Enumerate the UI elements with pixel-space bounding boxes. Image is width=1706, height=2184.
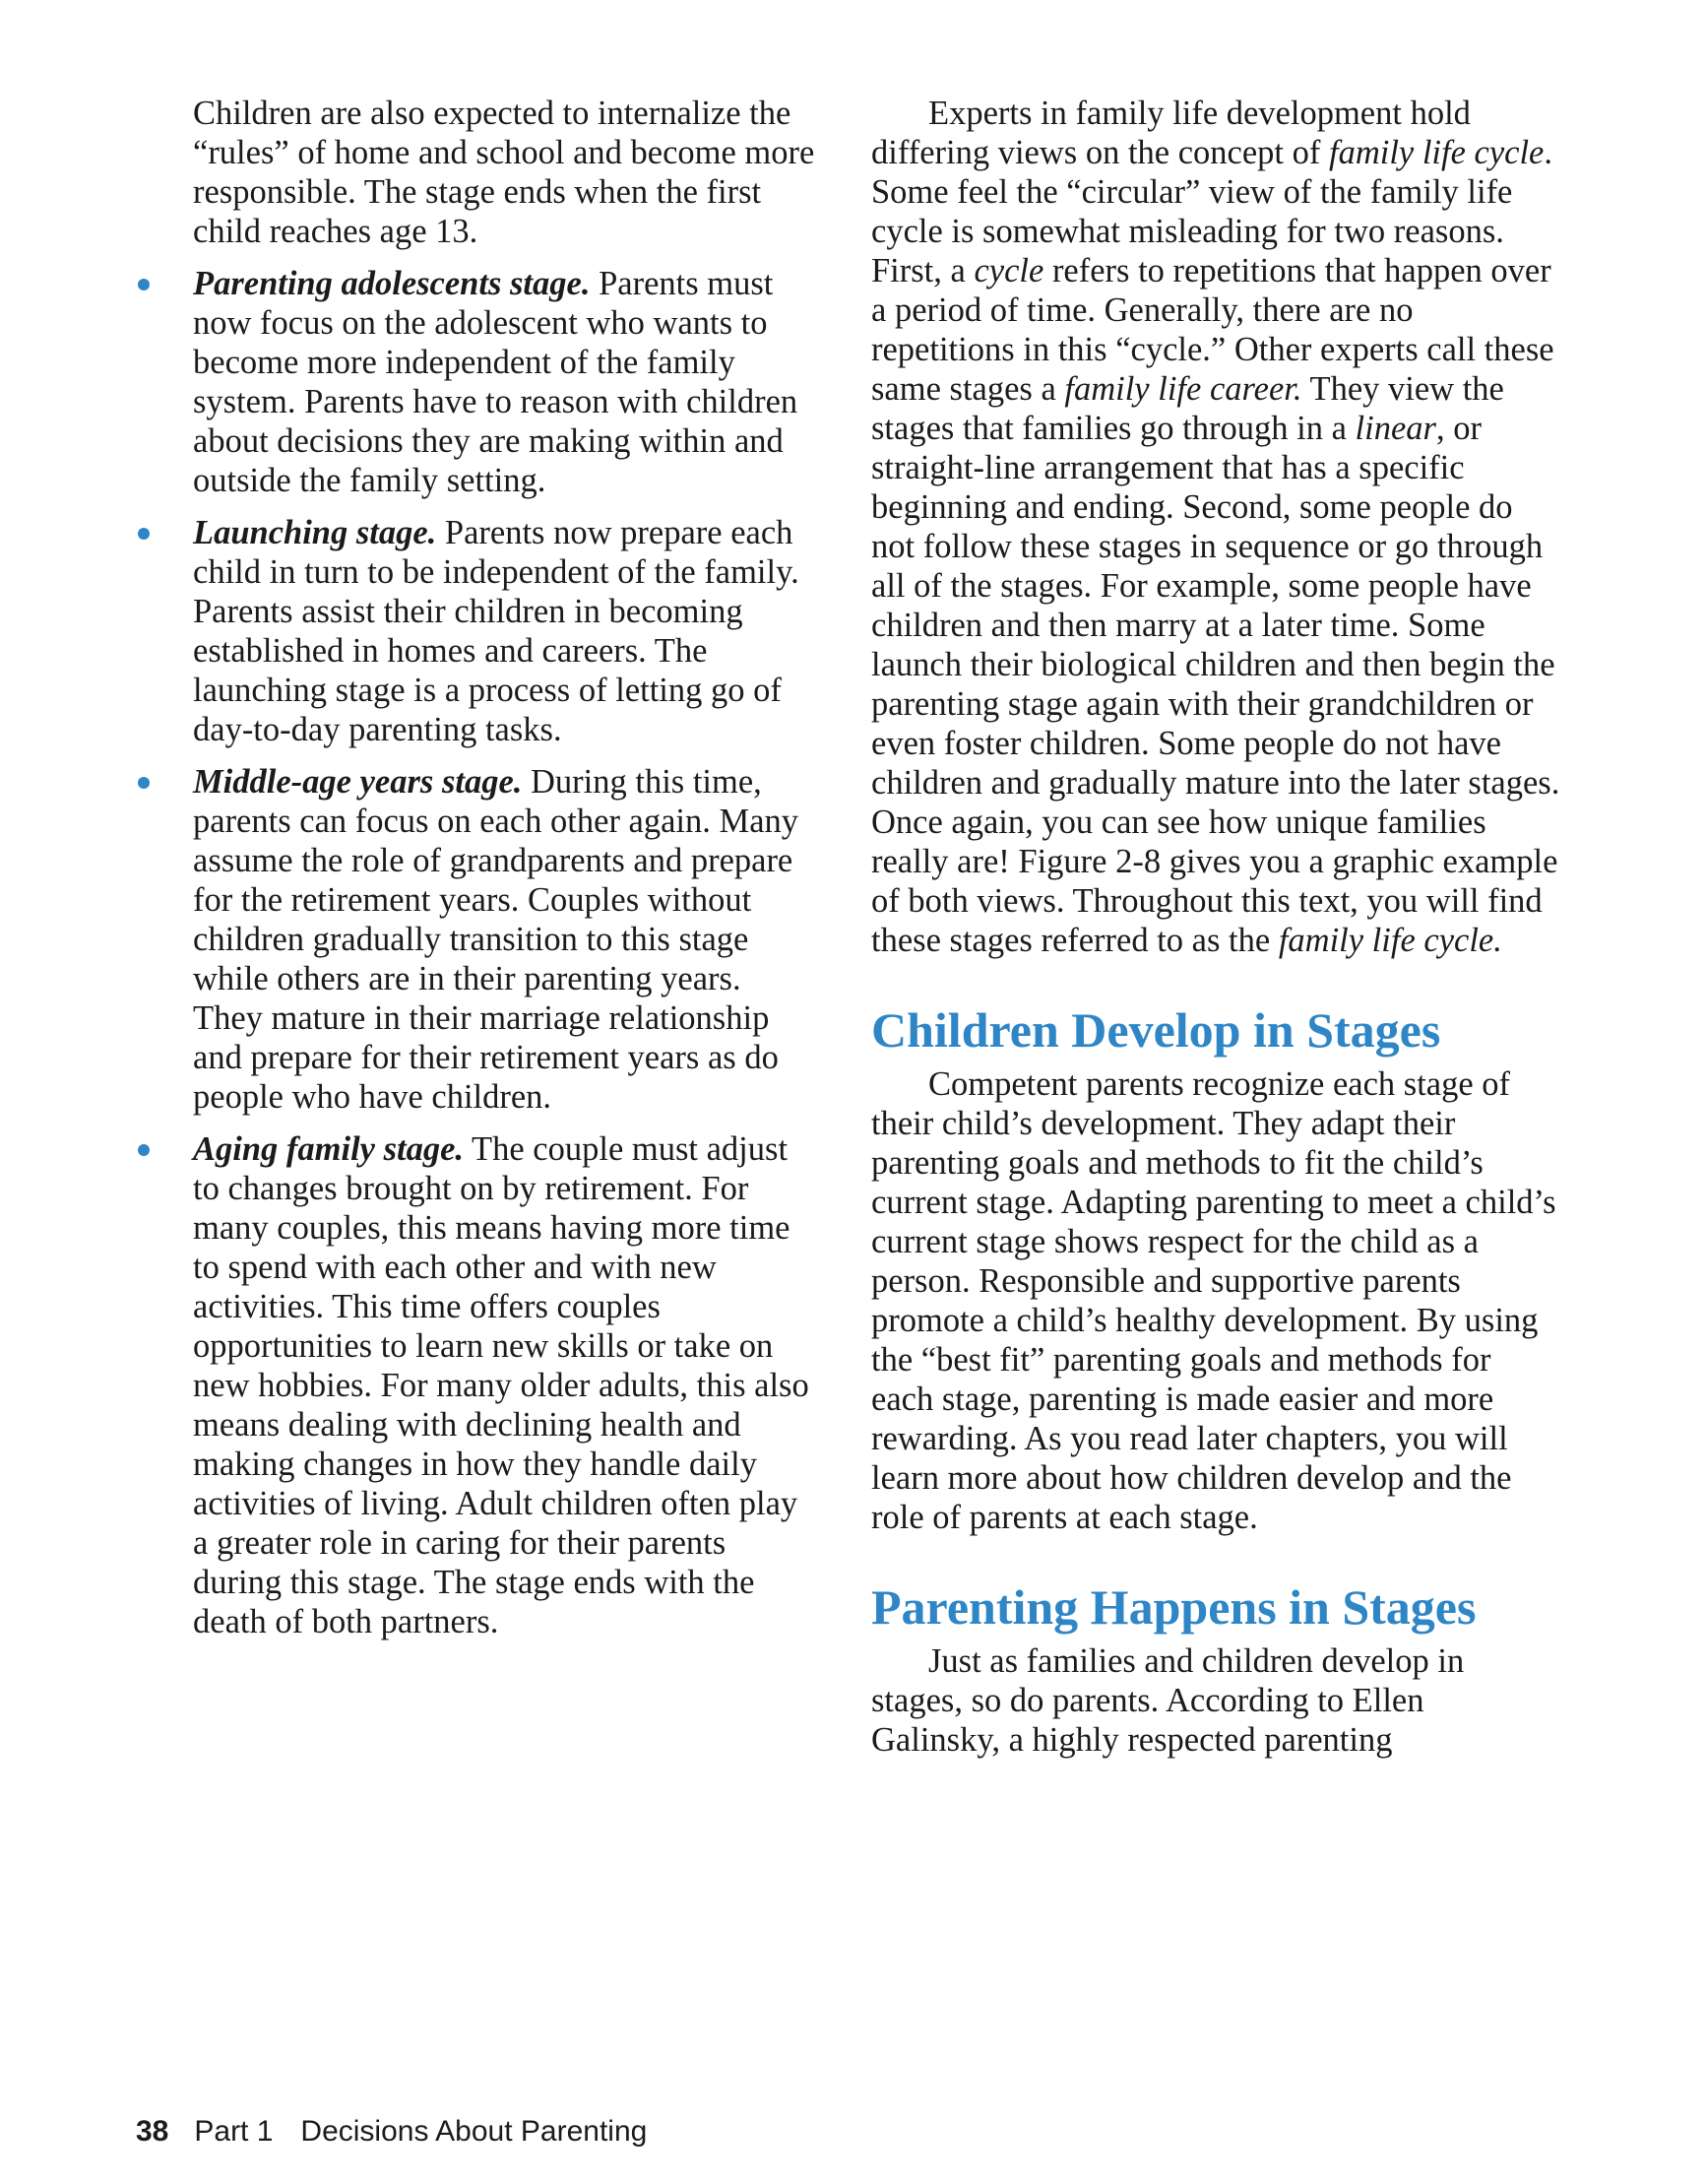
stage-term: Middle-age years stage. [193, 763, 523, 801]
stage-description: Parents now prepare each child in turn to be independent of the family. Parents assist their children in becoming established in homes and careers. The launching stage is a process of letting go of day-to-day parenting tasks. [193, 514, 799, 748]
italic-term: linear [1355, 410, 1436, 447]
children-stages-paragraph: Competent parents recognize each stage of their child’s development. They adapt their parenting goals and methods to fit the child’s current stage. Adapting parenting to meet a child’s current stage shows respect for the child as a person. Responsible and supportive parents promote a child’s healthy development. By using the “best fit” parenting goals and methods for each stage, parenting is made easier and more rewarding. As you read later chapters, you will learn more about how children develop and the role of parents at each stage. [871, 1065, 1556, 1536]
paragraph-text: They view the stages that families go through in a [871, 370, 1504, 447]
bullet-icon [138, 777, 150, 789]
part-title: Decisions About Parenting [300, 2115, 648, 2148]
stage-term: Parenting adolescents stage. [193, 265, 591, 302]
stage-description: The couple must adjust to changes brought on by retirement. For many couples, this means having more time to spend with each other and with new activities. This time offers couples opportunities to learn new skills or take on new hobbies. For many older adults, this also means dealing with declining health and making changes in how they handle daily activities of living. Adult children often play a greater role in caring for their parents during this stage. The stage ends with the death of both partners. [193, 1130, 809, 1640]
stage-description: Parents must now focus on the adolescent who wants to become more independent of the family system. Parents have to reason with children about decisions they are making within and outside the family setting. [193, 265, 798, 499]
page-footer [136, 2115, 647, 2149]
bullet-icon [138, 1144, 150, 1156]
page-number: 38 [136, 2115, 169, 2148]
italic-term: family life career. [1064, 370, 1302, 408]
family-life-cycle-paragraph [871, 94, 1560, 960]
left-column [138, 94, 817, 1654]
section-heading-children: Children Develop in Stages [871, 1002, 1441, 1058]
bullet-icon [138, 279, 150, 290]
stage-list [138, 264, 817, 1641]
parenting-stages-paragraph: Just as families and children develop in stages, so do parents. According to Ellen Galinsky, a highly respected parenting [871, 1642, 1465, 1759]
list-item [138, 264, 817, 500]
stage-term: Launching stage. [193, 514, 437, 551]
paragraph-text: refers to repetitions that happen over a period of time. Generally, there are no repetitions in this “cycle.” Other experts call these same stages a [871, 252, 1554, 408]
italic-term: family life cycle. [1278, 922, 1502, 959]
bullet-icon [138, 528, 150, 540]
stage-term: Aging family stage. [193, 1130, 465, 1168]
stage-description: During this time, parents can focus on each other again. Many assume the role of grandparents and prepare for the retirement years. Couples without children gradually transition to this stage while others are in their parenting years. They mature in their marriage relationship and prepare for their retirement years as do people who have children. [193, 763, 799, 1116]
list-item [138, 1129, 817, 1641]
continued-paragraph: Children are also expected to internalize the “rules” of home and school and become more responsible. The stage ends when the first child reaches age 13. [193, 95, 815, 250]
part-label: Part 1 [194, 2115, 274, 2148]
section-heading-parenting: Parenting Happens in Stages [871, 1579, 1477, 1635]
italic-term: cycle [974, 252, 1044, 289]
italic-term: family life cycle [1328, 134, 1545, 171]
right-column [871, 94, 1560, 1760]
paragraph-text: , or straight-line arrangement that has a specific beginning and ending. Second, some people do not follow these stages in sequence or go through all of the stages. For example, some people have children and then marry at a later time. Some launch their biological children and then begin the parenting stage again with their grandchildren or even foster children. Some people do not have children and gradually mature into the later stages. Once again, you can see how unique families really are! Figure 2-8 gives you a graphic example of both views. Throughout this text, you will find these stages referred to as the [871, 410, 1560, 959]
paragraph-text: . Some feel the “circular” view of the family life cycle is somewhat misleading for two reasons. First, a [871, 134, 1552, 289]
paragraph-text: Experts in family life development hold differing views on the concept of [871, 95, 1471, 171]
list-item [138, 513, 817, 749]
list-item [138, 762, 817, 1117]
